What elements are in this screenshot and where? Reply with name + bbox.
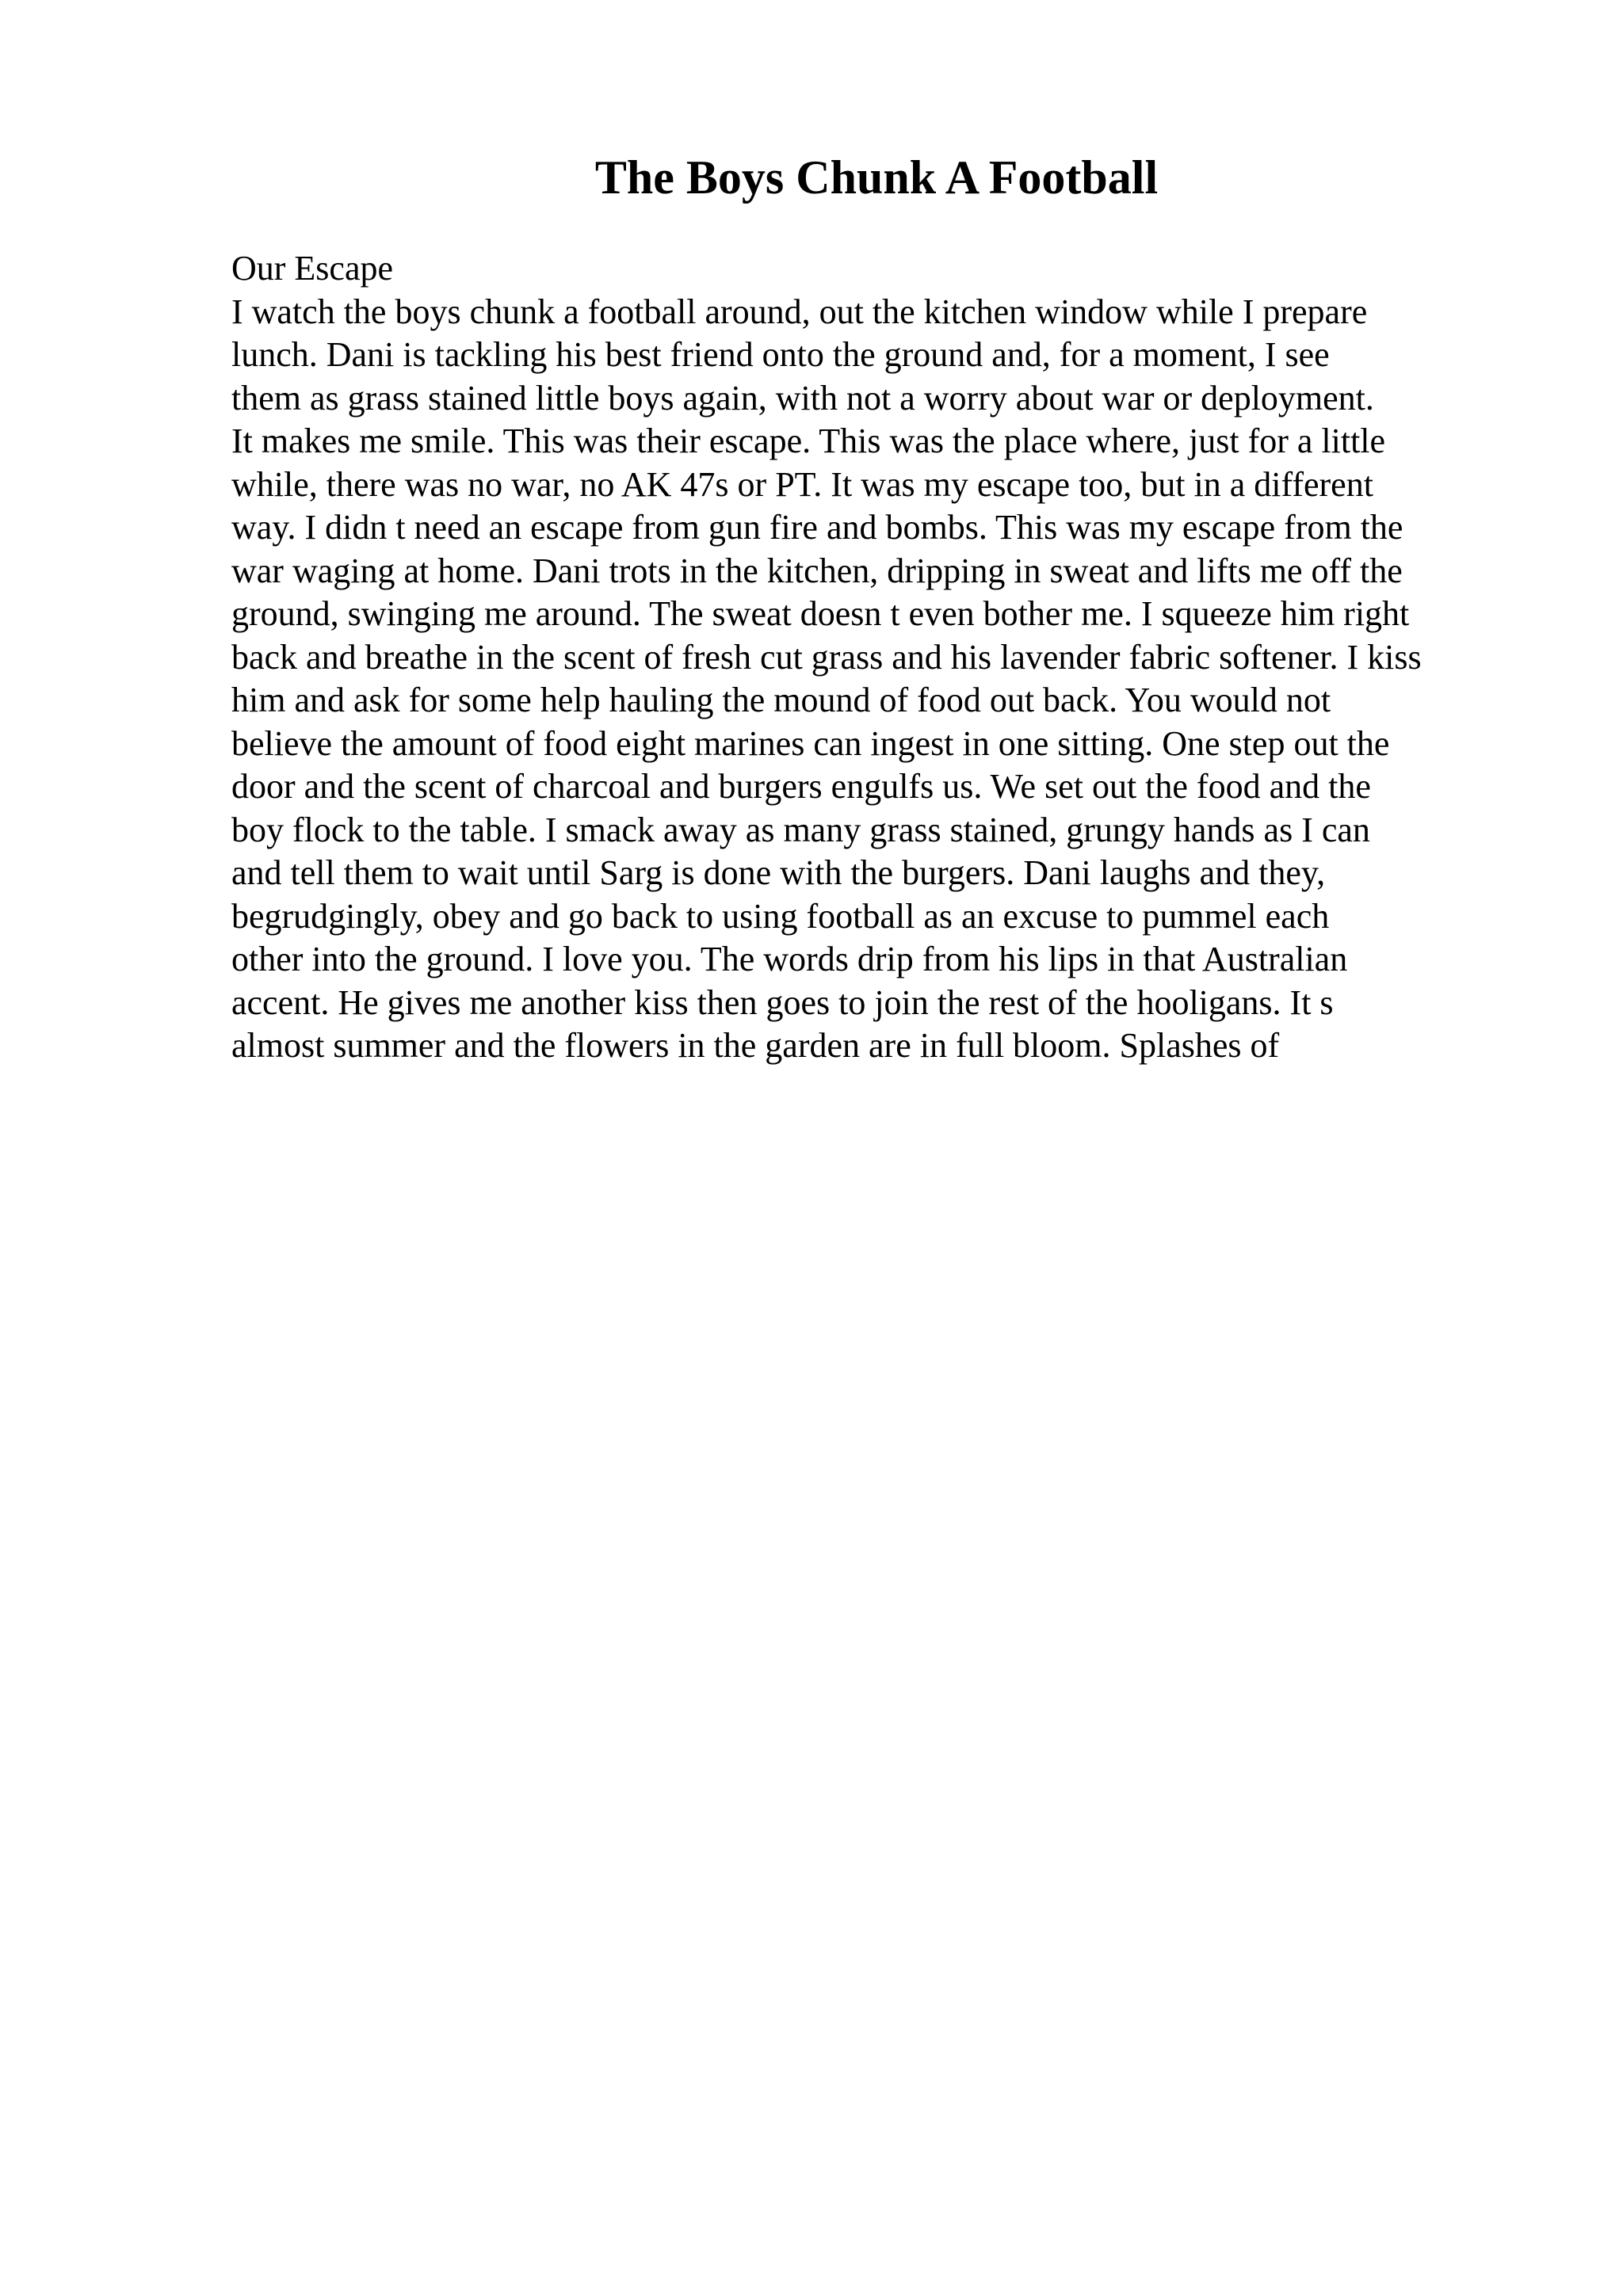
body-line: accent. He gives me another kiss then goes to join the rest of the hooligans. It s [231,982,1334,1022]
document-body [231,247,1515,1068]
body-line: while, there was no war, no AK 47s or PT. It was my escape too, but in a different [231,464,1373,504]
body-line: and tell them to wait until Sarg is done with the burgers. Dani laughs and they, [231,853,1326,892]
body-line: almost summer and the flowers in the garden are in full bloom. Splashes of [231,1026,1280,1065]
body-line: It makes me smile. This was their escape. This was the place where, just for a little [231,421,1386,460]
body-line: war waging at home. Dani trots in the kitchen, dripping in sweat and lifts me off the [231,551,1403,590]
body-line: back and breathe in the scent of fresh cut grass and his lavender fabric softener. I kiss [231,637,1422,677]
body-line: begrudgingly, obey and go back to using football as an excuse to pummel each [231,896,1330,936]
body-line: other into the ground. I love you. The words drip from his lips in that Australian [231,940,1348,978]
document-title: The Boys Chunk A Football [594,151,1159,204]
section-heading: Our Escape [231,249,394,288]
body-line: I watch the boys chunk a football around, out the kitchen window while I prepare [231,292,1368,331]
body-line: him and ask for some help hauling the mound of food out back. You would not [231,681,1331,719]
body-line: boy flock to the table. I smack away as many grass stained, grungy hands as I can [231,810,1370,849]
body-line: believe the amount of food eight marines can ingest in one sitting. One step out the [231,723,1390,763]
body-line: lunch. Dani is tackling his best friend onto the ground and, for a moment, I see [231,335,1330,374]
body-line: door and the scent of charcoal and burgers engulfs us. We set out the food and the [231,767,1371,806]
body-line: ground, swinging me around. The sweat doesn t even bother me. I squeeze him right [231,594,1410,633]
body-line: them as grass stained little boys again, with not a worry about war or deployment. [231,378,1374,418]
title-container [0,149,1623,206]
body-line: way. I didn t need an escape from gun fire and bombs. This was my escape from the [231,508,1403,547]
